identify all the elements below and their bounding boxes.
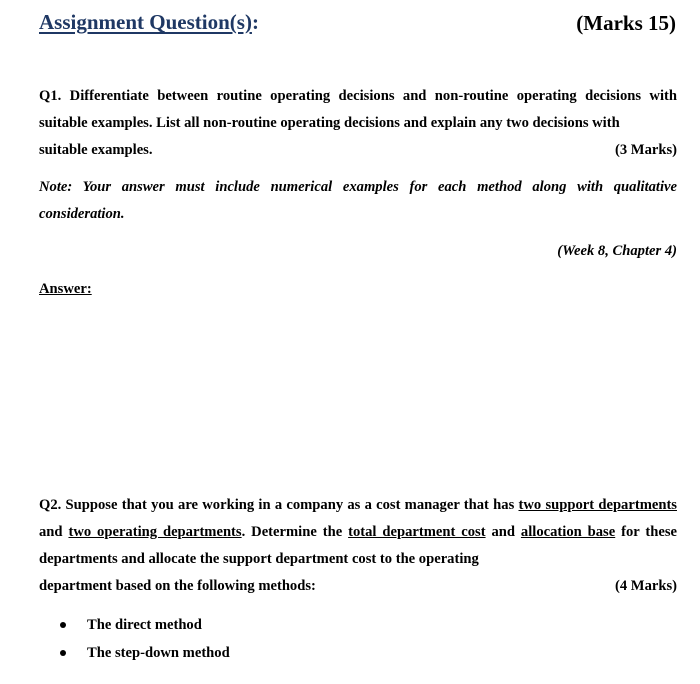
assignment-title-colon: : xyxy=(251,10,259,34)
list-item xyxy=(60,611,230,639)
q2-underline-operating-departments: two operating departments xyxy=(68,524,242,540)
method-step-down: The step-down method xyxy=(87,644,230,661)
question-1-marks: (3 Marks) xyxy=(614,142,677,158)
assignment-title-text: Assignment Question(s) xyxy=(39,10,252,34)
question-2-text xyxy=(39,492,677,573)
question-1-text: Q1. Differentiate between routine operating decisions and non-routine operating decisions with suitable examples. List all non-routine operating decisions and explain any two decisions with xyxy=(39,88,677,131)
question-1-note: Note: Your answer must include numerical examples for each method along with qualitative consideration. xyxy=(39,179,677,222)
bullet-icon xyxy=(60,650,66,656)
question-2-last-line xyxy=(39,573,677,600)
question-2 xyxy=(39,492,677,600)
bullet-icon xyxy=(60,622,66,628)
list-item xyxy=(60,639,230,667)
q2-underline-total-department-cost: total department cost xyxy=(348,524,486,540)
methods-list xyxy=(60,611,230,667)
q2-text-4: and xyxy=(485,524,521,540)
question-1-last-text: suitable examples. xyxy=(39,142,153,158)
q2-underline-allocation-base: allocation base xyxy=(520,524,616,540)
question-1 xyxy=(39,83,677,164)
answer-label: Answer: xyxy=(39,281,92,297)
question-1-reference: (Week 8, Chapter 4) xyxy=(557,243,677,259)
question-1-last-line xyxy=(39,137,677,164)
q2-text-2: and xyxy=(39,524,69,540)
total-marks: (Marks 15) xyxy=(576,11,676,35)
q2-text-1: Q2. Suppose that you are working in a company as a cost manager that has xyxy=(39,497,519,513)
question-2-last-text: department based on the following methods: xyxy=(39,578,316,594)
question-2-marks: (4 Marks) xyxy=(614,578,677,594)
q2-text-5: for these departments and allocate the support department cost to the operating xyxy=(39,524,678,567)
q2-text-3: . Determine the xyxy=(241,524,349,540)
q2-underline-support-departments: two support departments xyxy=(518,497,677,513)
assignment-title xyxy=(39,10,259,35)
method-direct: The direct method xyxy=(87,616,202,633)
